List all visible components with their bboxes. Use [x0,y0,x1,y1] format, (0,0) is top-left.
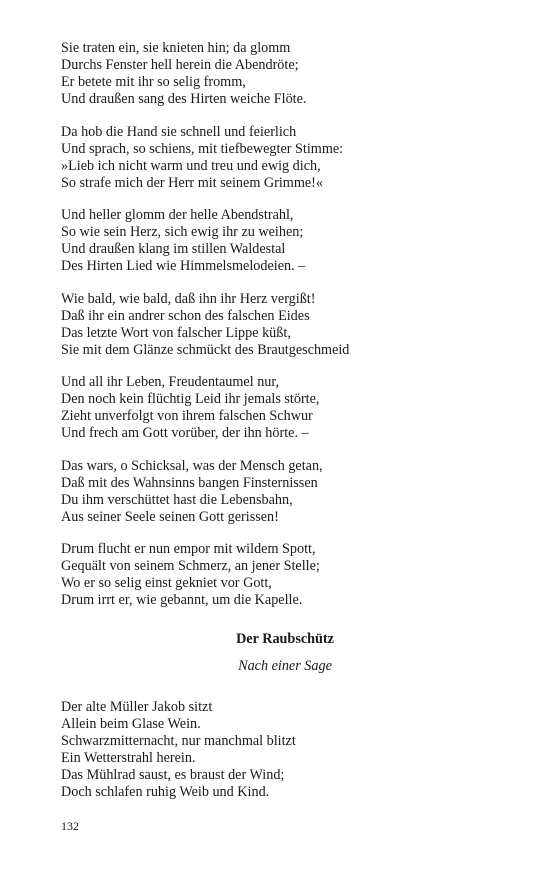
verse-line: Und all ihr Leben, Freudentaumel nur, [61,374,280,390]
verse-line: Schwarzmitternacht, nur manchmal blitzt [61,733,296,749]
verse-line: Sie mit dem Glänze schmückt des Brautgeschmeid [61,341,350,358]
verse-line: Und heller glomm der helle Abendstrahl, [61,207,294,223]
verse-line: Zieht unverfolgt von ihrem falschen Schwur [61,408,313,424]
verse-line: Und draußen sang des Hirten weiche Flöte. [61,91,307,107]
verse-line: Sie traten ein, sie knieten hin; da glomm [61,40,291,56]
verse-line: Daß ihr ein andrer schon des falschen Eides [61,307,310,324]
poem-subtitle: Nach einer Sage [238,658,332,674]
stanza-2 [61,124,501,192]
verse-line: Und frech am Gott vorüber, der ihn hörte. – [61,425,309,441]
verse-line: Den noch kein flüchtig Leid ihr jemals störte, [61,391,320,407]
verse-line: Und sprach, so schiens, mit tiefbewegter Stimme: [61,140,344,157]
verse-line: Das wars, o Schicksal, was der Mensch getan, [61,457,323,474]
verse-line: So strafe mich der Herr mit seinem Grimme!« [61,174,323,191]
verse-line: Durchs Fenster hell herein die Abendröte; [61,57,299,73]
stanza-3 [61,207,501,275]
stanza-raubschuetz-1 [61,699,501,801]
verse-line: So wie sein Herz, sich ewig ihr zu weihen; [61,224,304,240]
verse-line: Drum flucht er nun empor mit wildem Spott, [61,541,316,557]
verse-line: Drum irrt er, wie gebannt, um die Kapelle. [61,592,303,608]
verse-line: Da hob die Hand sie schnell und feierlich [61,123,297,140]
verse-line: »Lieb ich nicht warm und treu und ewig dich, [61,157,321,174]
stanza-4 [61,291,501,359]
verse-line: Doch schlafen ruhig Weib und Kind. [61,784,270,800]
verse-line: Er betete mit ihr so selig fromm, [61,74,246,90]
verse-line: Daß mit des Wahnsinns bangen Finsternissen [61,474,318,491]
verse-line: Das Mühlrad saust, es braust der Wind; [61,767,285,783]
page-body [61,40,501,817]
verse-line: Das letzte Wort von falscher Lippe küßt, [61,324,291,341]
verse-line: Und draußen klang im stillen Waldestal [61,241,286,257]
stanza-1 [61,40,501,108]
poem-title: Der Raubschütz [236,631,334,647]
verse-line: Der alte Müller Jakob sitzt [61,699,213,715]
stanza-5 [61,374,501,442]
verse-line: Du ihm verschüttet hast die Lebensbahn, [61,491,293,508]
stanza-6 [61,458,501,526]
verse-line: Wo er so selig einst gekniet vor Gott, [61,575,272,591]
verse-line: Gequält von seinem Schmerz, an jener Stelle; [61,558,320,574]
stanza-7 [61,541,501,609]
verse-line: Aus seiner Seele seinen Gott gerissen! [61,508,279,525]
verse-line: Des Hirten Lied wie Himmelsmelodeien. – [61,258,306,274]
verse-line: Ein Wetterstrahl herein. [61,750,196,766]
page-number: 132 [61,819,79,833]
verse-line: Wie bald, wie bald, daß ihn ihr Herz vergißt! [61,290,316,307]
verse-line: Allein beim Glase Wein. [61,716,201,732]
